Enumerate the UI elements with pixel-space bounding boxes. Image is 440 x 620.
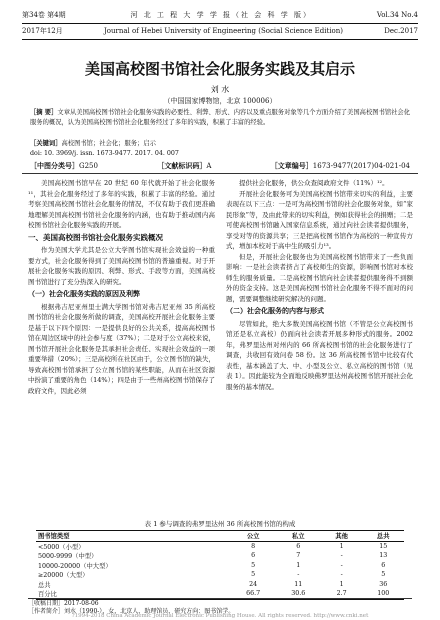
paragraph: 作为美国大学尤其是公立大学图书馆实现社会效益的一种重要方式，社会化服务得到了美国高校图书馆的普遍重视。对于开展社会化服务实践的原因、利弊、形式、手段等方面，美国高校图书馆进行了充分热深入的研究。 bbox=[28, 246, 215, 286]
article-title: 美国高校图书馆社会化服务实践及其启示 bbox=[84, 60, 355, 78]
table-cell: 11 bbox=[294, 580, 303, 588]
table-cell: <5000（小型） bbox=[38, 543, 85, 551]
table-cell: 8 bbox=[251, 542, 256, 550]
table-cell: 6 bbox=[381, 561, 386, 569]
paragraph: 开展社会化服务可为美国高校图书馆带来切实的利益，主要表现在以下三点：一是可为高校图书馆的社会化服务对象，如“家民形象”等，及由此带来的切实利益，例如获得社会的捐赠；二是可使高校图书馆融入国家信息系统，通过向社会读者提供服务，享受对等的资源共享；三是把高校图书馆作为高校的一种宣传方式，增加本校对于高中生的吸引力¹³。 bbox=[226, 189, 413, 250]
author-bio: ［作者简介］刘水（1990-），女，北京人，助理馆员，研究方向：图书馆学。 bbox=[28, 608, 235, 615]
paragraph: 但是，开展社会化服务也为美国高校图书馆带来了一些负面影响：一是社会读者挤占了高校师生的资源，影响图书馆对本校师生的服务质量。二是高校图书馆向社会读者提供服务得不到额外的资金支持。这是美国高校图书馆社会化服务不得不面对的问题，需要调整继续研究解决的问题。 bbox=[226, 252, 413, 303]
table-cell: 2.7 bbox=[336, 590, 347, 598]
classification-row bbox=[30, 161, 410, 171]
table-cell: - bbox=[340, 571, 343, 579]
table-header-row bbox=[36, 531, 404, 542]
journal-name-cn: 河 北 工 程 大 学 学 报（社 会 科 学 版） bbox=[130, 11, 312, 19]
table-cell: 百分比 bbox=[38, 591, 57, 599]
left-column bbox=[28, 178, 215, 396]
table-cell: 6 bbox=[296, 542, 301, 550]
table-cell: 5 bbox=[381, 571, 386, 579]
table-row bbox=[36, 551, 404, 561]
journal-name-en: Journal of Hebei University of Engineering (Social Science Edition) bbox=[103, 27, 344, 35]
table-row bbox=[36, 570, 404, 580]
date-en: Dec.2017 bbox=[384, 27, 418, 35]
table-cell: ≥20000（大型） bbox=[38, 572, 89, 580]
table-header-cell: 私立 bbox=[292, 533, 305, 541]
library-table bbox=[36, 519, 404, 600]
table-header-cell: 其他 bbox=[335, 533, 348, 541]
paragraph: 根据弗吉尼亚州里士满大学图书馆对弗吉尼亚州 35 所高校图书馆的社会化服务所做的调查，美国高校开展社会化服务主要是基于以下四个原因：一是提供良好的公共关系，提高高校图书馆在周边区域中的社会参与度（37%）；二是对于公立高校来说，图书馆开展社会化服务是其承担社会责任、实现社会效益的一项重要举措（20%）；三是高校所在社区由于，公立图书馆的缺失，导致高校图书馆承担了公立图书馆的某些职能，从而在社区资源中扮演了重要的角色（14%）；四是由于一些州高校图书馆保存了政府文件，因此必须 bbox=[28, 302, 215, 395]
keywords-text: 高校图书馆；社会化；服务；启示 bbox=[61, 140, 156, 147]
table-header-cell: 图书馆类型 bbox=[38, 533, 70, 541]
table-cell: 15 bbox=[379, 542, 388, 550]
header-separator bbox=[22, 173, 418, 174]
table-row bbox=[36, 561, 404, 571]
volume-issue-en: Vol.34 No.4 bbox=[376, 11, 418, 19]
document-code: ［文献标识码］A bbox=[157, 161, 212, 170]
table-cell: 总共 bbox=[38, 581, 51, 589]
volume-issue-cn: 第34卷 第4期 bbox=[22, 11, 66, 19]
table-row bbox=[36, 541, 404, 551]
copyright-line: ?1994-2018 China Academic Journal Electronic Publishing House. All rights reserved. http://www.cnki.net bbox=[71, 613, 369, 619]
data-table bbox=[36, 530, 404, 600]
date-cn: 2017年12月 bbox=[22, 27, 63, 35]
subsection-heading-1: （一）社会化服务实践的原因及利弊 bbox=[28, 289, 140, 298]
article-author: 刘 水 bbox=[210, 85, 230, 94]
doi: doi: 10. 3969/j. issn. 1673-9477. 2017. 04. 007 bbox=[30, 150, 179, 157]
keywords bbox=[30, 139, 410, 149]
paragraph: 尽管如此，绝大多数美国高校图书馆（不管是公立高校图书馆还是私立高校）仍面向社会读者开展多种形式的服务。2002年，弗罗里达州对州内的 66 所高校图书馆的社会化服务进行了调查，共收回有效问卷 58 份。这 36 所高校图书馆中比较有代表性，基本涵盖了大、中、小型及公立、私立高校的图书馆（见表 1）。因此能较为全面地反映佛罗里达州高校图书馆开展社会化服务的基本情况。 bbox=[226, 319, 413, 391]
right-column bbox=[226, 178, 413, 392]
table-cell: 1 bbox=[339, 542, 344, 550]
table-cell: 1 bbox=[296, 561, 301, 569]
clc-number: ［中图分类号］G250 bbox=[30, 161, 98, 170]
table-cell: 10000-20000（中大型） bbox=[38, 562, 112, 570]
author-affiliation: （中国国家博物馆，北京 100006） bbox=[163, 97, 277, 105]
paragraph: 提供社会化服务，供公众查阅政府文件（11%）¹²。 bbox=[239, 179, 389, 187]
keywords-label: ［关键词］ bbox=[30, 140, 62, 147]
table-cell: 5 bbox=[251, 561, 256, 569]
article-number: ［文章编号］1673-9477(2017)04-021-04 bbox=[270, 161, 410, 170]
received-date: ［收稿日期］2017-08-06 bbox=[28, 600, 99, 607]
subsection-heading-2: （二）社会化服务的内容与形式 bbox=[226, 306, 324, 315]
table-cell: 30.6 bbox=[291, 590, 306, 598]
table-cell: - bbox=[340, 561, 343, 569]
abstract bbox=[30, 108, 410, 128]
table-cell: 1 bbox=[339, 580, 344, 588]
table-cell: - bbox=[340, 552, 343, 560]
table-cell: 5 bbox=[251, 571, 256, 579]
table-cell: - bbox=[297, 571, 300, 579]
table-row bbox=[36, 580, 404, 590]
table-cell: 66.7 bbox=[246, 590, 261, 598]
table-cell: 5000-9999（中型） bbox=[38, 553, 98, 561]
journal-header bbox=[22, 8, 418, 38]
abstract-text: 文章从美国高校图书馆社会化服务实践的必要性、利弊、形式、内容以及重点服务对象等几个方面介绍了美国高校图书馆社会化服务的概况，认为美国高校图书馆社会化服务经过了多年的实践，积累了丰富的经验。 bbox=[30, 109, 411, 126]
table-cell: 100 bbox=[377, 590, 390, 598]
intro-paragraph: 美国高校图书馆早在 20 世纪 60 年代就开始了社会化服务¹¹，其社会化服务经过了多年的实践，积累了丰富的经验。通过考察美国高校图书馆社会化服务的情况，不仅有助于我们更准确地理解美国高校图书馆社会化服务的内涵，也有助于推动国内高校图书馆社会化服务实践的开展。 bbox=[28, 179, 215, 229]
table-cell: 36 bbox=[379, 580, 388, 588]
table-header-cell: 总共 bbox=[376, 533, 390, 541]
abstract-label: ［摘 要］ bbox=[30, 109, 58, 116]
table-cell: 6 bbox=[251, 552, 256, 560]
table-cell: 13 bbox=[379, 552, 388, 560]
section-heading-1: 一、美国高校图书馆社会化服务实践概况 bbox=[28, 232, 163, 242]
table-cell: 24 bbox=[249, 580, 258, 588]
table-header-cell: 公立 bbox=[246, 533, 260, 541]
table-title: 表 1 参与调查的弗罗里达州 36 所高校图书馆的构成 bbox=[144, 520, 296, 528]
table-cell: 7 bbox=[296, 552, 301, 560]
